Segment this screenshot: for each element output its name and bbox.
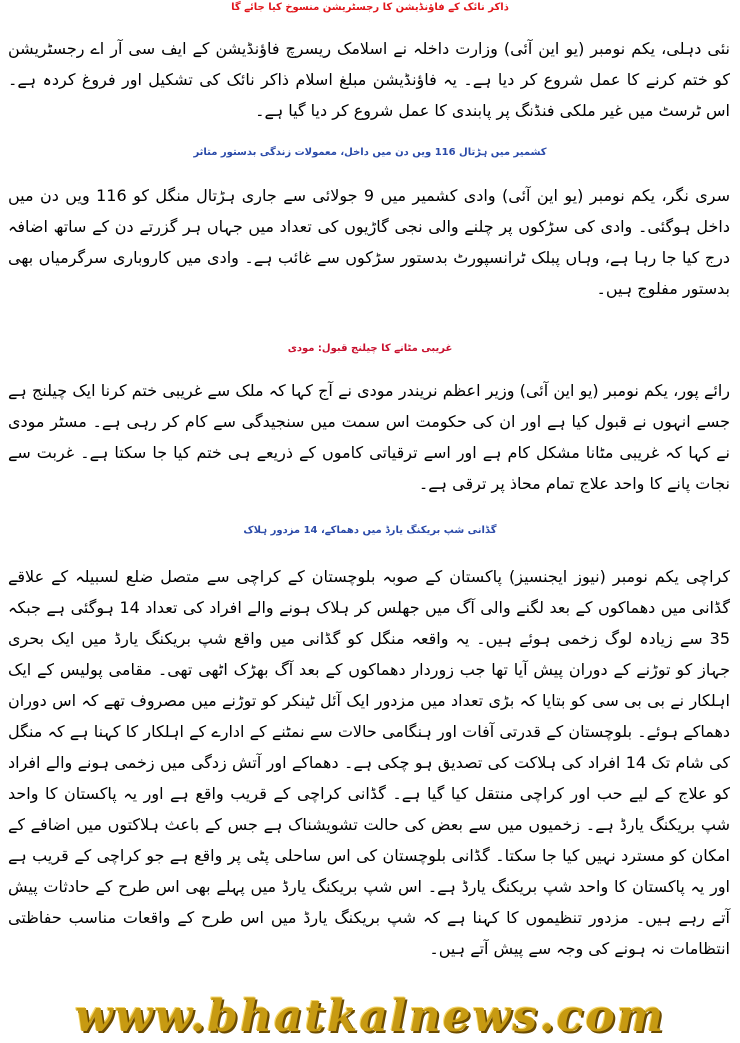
article-body: سری نگر، یکم نومبر (یو این آئی) وادی کشمیر میں 9 جولائی سے جاری ہڑتال منگل کو 116 ویں دن میں داخل ہوگئی۔ وادی کی سڑکوں پر چلنے والی نجی گاڑیوں کی تعداد میں جہاں ہر گزرتے دن کے ساتھ اضافہ درج کیا جا رہا ہے، وہاں پبلک ٹرانسپورٹ بدستور سڑکوں سے غائب ہے۔ وادی میں کاروباری سرگرمیاں بھی بدستور مفلوج ہیں۔	[8, 186, 730, 298]
article-gadani-blasts	[8, 561, 730, 964]
article-body: رائے پور، یکم نومبر (یو این آئی) وزیر اعظم نریندر مودی نے آج کہا کہ ملک سے غریبی ختم کرنا ایک چیلنج ہے جسے انہوں نے قبول کیا ہے اور ان کی حکومت اس سمت میں سنجیدگی سے کام کر رہی ہے۔ مسٹر مودی نے کہا کہ غریبی مٹانا مشکل کام ہے اور اسے ترقیاتی کاموں کے ذریعے ہی ختم کیا جا سکتا ہے۔ غربت سے نجات پانے کا واحد علاج تمام محاذ پر ترقی ہے۔	[8, 381, 730, 493]
article-modi-poverty	[8, 375, 730, 499]
headline-zakir-naik: ذاکر نائک کے فاؤنڈیشن کا رجسٹریشن منسوخ کیا جائے گا	[231, 2, 509, 13]
article-body: کراچی یکم نومبر (نیوز ایجنسیز) پاکستان کے صوبہ بلوچستان کے کراچی سے متصل ضلع لسبیلہ کے علاقے گڈانی میں دھماکوں کے بعد لگنے والی آگ میں جھلس کر ہلاک ہونے والے افراد کی تعداد 14 ہوگئی ہے جبکہ 35 سے زیادہ لوگ زخمی ہوئے ہیں۔ یہ واقعہ منگل کو گڈانی میں واقع شپ بریکنگ یارڈ میں ایک بحری جہاز کو توڑنے کے دوران پیش آیا تھا جب زوردار دھماکوں کے بعد آگ بھڑک اٹھی تھی۔ مقامی پولیس کے ایک اہلکار نے بی بی سی کو بتایا کہ بڑی تعداد میں مزدور ایک آئل ٹینکر کو توڑنے میں مصروف تھے کہ اس دوران دھماکے ہوئے۔ بلوچستان کے قدرتی آفات اور ہنگامی حالات سے نمٹنے کے ادارے کے اہلکار کا کہنا ہے کہ منگل کی شام تک 14 افراد کی ہلاکت کی تصدیق ہو چکی ہے۔ دھماکے اور آتش زدگی میں زخمی ہونے والے افراد کو علاج کے لیے حب اور کراچی منتقل کیا گیا ہے۔ گڈانی کراچی کے قریب واقع ہے اور یہ پاکستان کا واحد شپ بریکنگ یارڈ ہے۔ زخمیوں میں سے بعض کی حالت تشویشناک ہے جس کے باعث ہلاکتوں میں اضافے کے امکان کو مسترد نہیں کیا جا سکتا۔ گڈانی بلوچستان کی اس ساحلی پٹی پر واقع ہے جو کراچی کے قریب ہے اور یہ پاکستان کا واحد شپ بریکنگ یارڈ ہے۔ اس شپ بریکنگ یارڈ میں پہلے بھی اس طرح کے حادثات پیش آتے رہے ہیں۔ مزدور تنظیموں کا کہنا ہے کہ شپ بریکنگ یارڈ میں اس طرح کے واقعات مناسب حفاظتی انتظامات نہ ہونے کی وجہ سے پیش آتے ہیں۔	[8, 567, 731, 958]
headline-gadani-blasts: گڈانی شپ بریکنگ یارڈ میں دھماکے، 14 مزدور ہلاک	[243, 525, 497, 536]
article-body: نئی دہلی، یکم نومبر (یو این آئی) وزارت داخلہ نے اسلامک ریسرچ فاؤنڈیشن کے ایف سی آر اے رجسٹریشن کو ختم کرنے کا عمل شروع کر دیا ہے۔ یہ فاؤنڈیشن مبلغ اسلام ذاکر نائک کی تشکیل اور فروغ کردہ ہے۔ اس ٹرسٹ میں غیر ملکی فنڈنگ پر پابندی کا عمل شروع کر دیا گیا ہے۔	[8, 39, 730, 120]
headline-modi-poverty: غریبی مٹانے کا چیلنج قبول: مودی	[287, 343, 453, 354]
headline-kashmir-strike: کشمیر میں ہڑتال 116 ویں دن میں داخل، معمولات زندگی بدستور متاثر	[193, 147, 547, 158]
site-url-footer: www.bhatkalnews.com	[74, 991, 666, 1042]
article-kashmir-strike	[8, 180, 730, 304]
article-zakir-naik	[8, 33, 730, 126]
